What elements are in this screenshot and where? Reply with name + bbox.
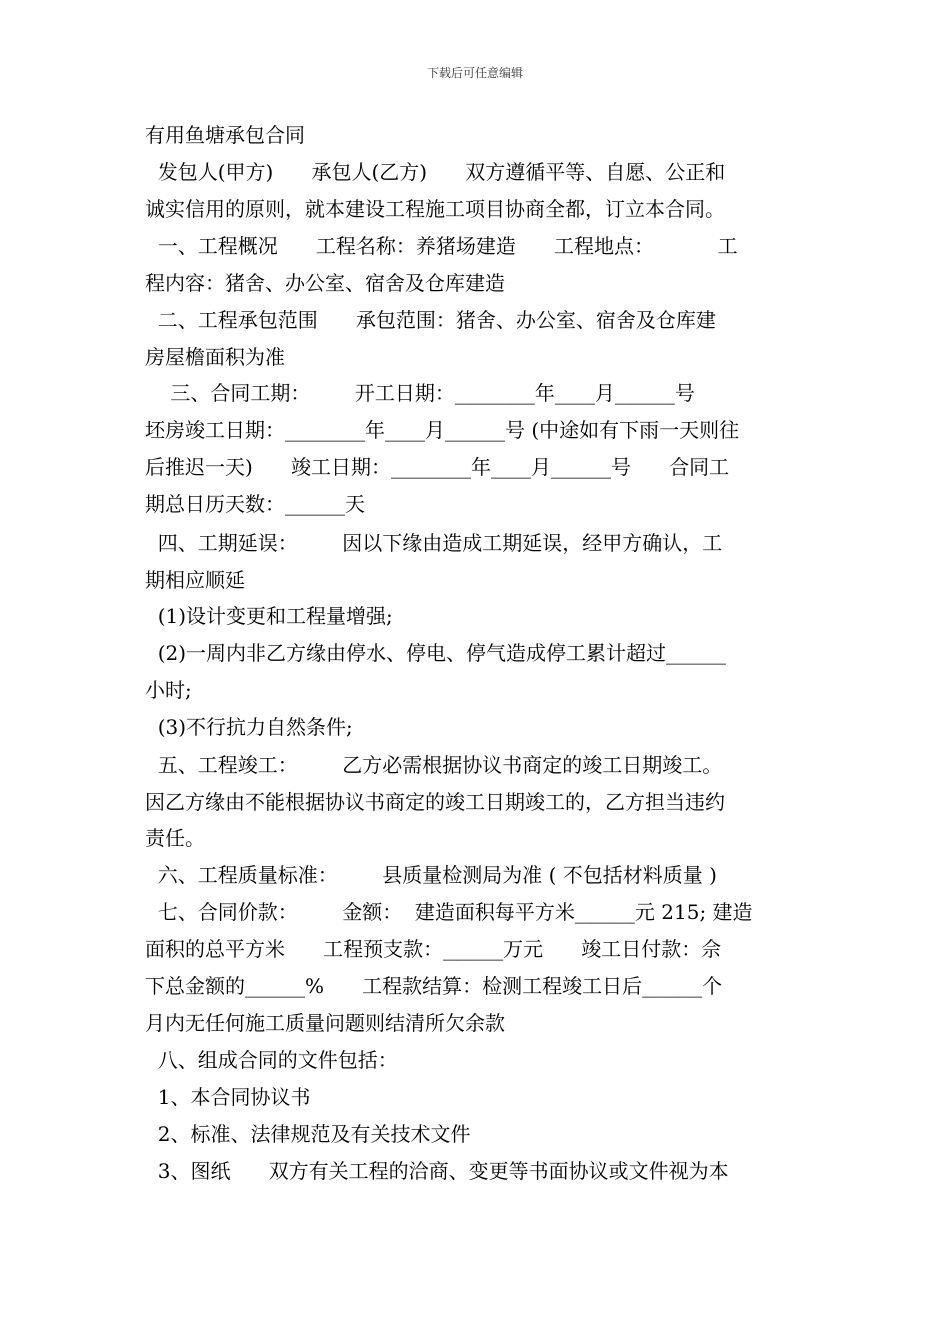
list-item: (1)设计变更和工程量增强;: [145, 604, 393, 628]
text-line: 八、组成合同的文件包括：: [145, 1048, 398, 1072]
text-line: 六、工程质量标准： 县质量检测局为准 ( 不包括材料质量 ): [145, 863, 717, 887]
list-item: (3)不行抗力自然条件;: [145, 715, 353, 739]
text-line: 月内无任何施工质量问题则结清所欠余款: [145, 1011, 505, 1035]
text-line: 期相应顺延: [145, 568, 245, 592]
document-title: 有用鱼塘承包合同: [145, 123, 305, 147]
text-line: 一、工程概况 工程名称：养猪场建造 工程地点： 工: [145, 234, 738, 258]
text-line: 三、合同工期： 开工日期：________年____月______号: [145, 381, 695, 405]
text-line: 下总金额的______% 工程款结算：检测工程竣工日后______个: [145, 974, 723, 998]
text-line: 责任。: [145, 826, 205, 850]
text-line: 坯房竣工日期：________年____月______号 (中途如有下雨一天则往: [145, 418, 740, 442]
list-item: 1、本合同协议书: [145, 1085, 311, 1109]
text-line: 程内容：猪舍、办公室、宿舍及仓库建造: [145, 271, 505, 295]
text-line: 因乙方缘由不能根据协议书商定的竣工日期竣工的，乙方担当违约: [145, 790, 725, 814]
page-header: 下载后可任意编辑: [426, 66, 523, 80]
text-line: 房屋檐面积为准: [145, 345, 285, 369]
text-line: 四、工期延误： 因以下缘由造成工期延误，经甲方确认，工: [145, 531, 723, 555]
text-line: 发包人(甲方) 承包人(乙方) 双方遵循平等、自愿、公正和: [145, 160, 726, 184]
list-item: 3、图纸 双方有关工程的洽商、变更等书面协议或文件视为本: [145, 1159, 729, 1183]
text-line: 面积的总平方米 工程预支款：______万元 竣工日付款：佘: [145, 937, 722, 961]
list-item: 2、标准、法律规范及有关技术文件: [145, 1122, 471, 1146]
text-line: 五、工程竣工： 乙方必需根据协议书商定的竣工日期竣工。: [145, 753, 723, 777]
text-line: 小时;: [145, 678, 192, 702]
text-line: 期总日历天数：______天: [145, 492, 365, 516]
text-line: 后推迟一天) 竣工日期：________年____月______号 合同工: [145, 455, 730, 479]
text-line: 七、合同价款： 金额： 建造面积每平方米______元 215; 建造: [145, 900, 753, 924]
text-line: 二、工程承包范围 承包范围：猪舍、办公室、宿舍及仓库建: [145, 308, 716, 332]
text-line: 诚实信用的原则，就本建设工程施工项目协商全都，订立本合同。: [145, 197, 725, 221]
list-item: (2)一周内非乙方缘由停水、停电、停气造成停工累计超过______: [145, 641, 727, 665]
